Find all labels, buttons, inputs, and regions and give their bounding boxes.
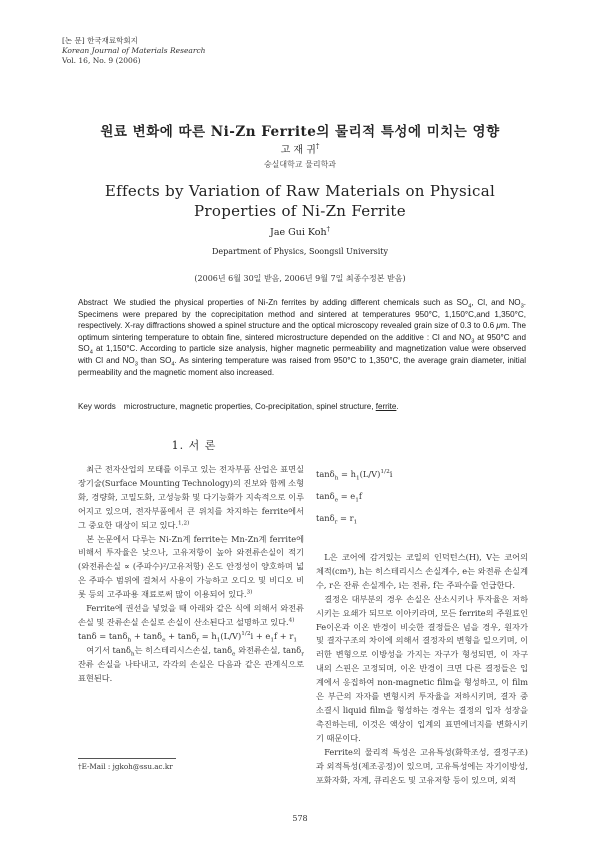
keywords: Key words microstructure, magnetic properties, Co-precipitation, spinel structure, ferrite. [78, 402, 399, 411]
english-title-line1: Effects by Variation of Raw Materials on Physical [104, 182, 496, 200]
journal-header-line3: Vol. 16, No. 9 (2006) [62, 56, 141, 65]
equation-eddy: $\tan\delta_e = e_1f$ [316, 491, 362, 504]
paragraph: L은 코어에 감겨있는 코일의 인덕턴스(H), V는 코어의 체적(cm³), h는 히스테리시스 손실계수, e는 와전류 손실계수, r은 잔류 손실계수, i는 전류, f는 주파수를 언급한다. [316, 552, 528, 590]
paragraph: Ferrite에 권선을 넣었을 때 아래와 같은 식에 의해서 와전류손실 및 잔류손실 손실로 손실이 산소된다고 설명하고 있다.$^{4)}$ [78, 603, 304, 627]
left-column [78, 463, 304, 686]
abstract: Abstract We studied the physical properties of Ni-Zn ferrites by adding different chemicals such as $SO_4$, Cl, and $NO_3$. Specimens were prepared by the coprecipitation method and sintered at temperatures 950°C, 1,150°C,and 1,350°C, respectively. X-ray diffractions showed a spinel structure and the optical microscopy revealed grain size of 0.3 to 0.6 μm. The optimum sintering temperature to obtain fine, sintered microstructure depended on the additive : Cl and $NO_3$ at 950°C and $SO_4$ at 1,150°C. According to particle size analysis, higher magnetic permeability and magnetization value were observed with Cl and $NO_3$ than $SO_4$. As sintering temperature was raised from 950°C to 1,350°C, the average grain diameter, initial permeability and the magnetic moment also increased. [78, 298, 526, 377]
abstract-label: Abstract [78, 298, 108, 307]
section-heading-introduction: 1. 서 론 [171, 439, 217, 452]
journal-header-line1: [논 문] 한국재료학회지 [62, 36, 138, 45]
footnote-divider [78, 758, 176, 759]
paragraph: 결정은 대부분의 경우 손실은 산소시키나 투자율은 저하시키는 요쇄가 되므로 이아키라며, 모든 ferrite의 주원료인 Fe이온과 이온 반경이 비슷한 결정들은 넘을 경우, 원자가 및 결자구조의 차이에 의해서 결정자의 변형을 일으키며, 이러한 변형으로 이방성을 가지는 자구가 형성되면, 이 자구 내의 스핀은 고정되며, 이온 반경이 크면 다른 결정들은 입계에서 응집하여 non-magnetic film을 형성하고, 이 film은 부근의 자자를 변형시켜 투자율을 저하시키며, 결자 중 소결시 liquid film을 형성하는 경우는 결정의 입자 성장을 촉진하는데, 이것은 액상이 입계의 표면에너지를 변화시키기 때문이다. [316, 593, 528, 743]
footnote-email: †E-Mail : jgkoh@ssu.ac.kr [78, 762, 173, 771]
korean-author: 고 재 귀† [280, 142, 320, 156]
equation-hysteresis: $\tan\delta_h = h_1(L/V)^{1/2}i$ [316, 469, 393, 482]
page-number: 578 [292, 814, 308, 823]
right-column [316, 463, 528, 787]
paragraph: 최근 전자산업의 모태를 이루고 있는 전자부품 산업은 표면실장기술(Surface Mounting Technology)의 진보와 함께 소형화, 경량화, 고밀도화, 고성능화 및 다기능화가 지속적으로 이루어지고 있으며, 전자부품에서 큰 위치를 차지하는 ferrite에서 그 중요한 대상이 되고 있다.$^{1,2)}$ [78, 464, 304, 530]
journal-header [62, 36, 205, 66]
english-title [0, 181, 600, 221]
english-affiliation: Department of Physics, Soongsil University [211, 247, 389, 256]
equation-residual: $\tan\delta_r = r_1$ [316, 513, 358, 526]
english-title-line2: Properties of Ni-Zn Ferrite [194, 202, 406, 220]
journal-header-line2: Korean Journal of Materials Research [62, 46, 206, 55]
received-dates: (2006년 6월 30일 받음, 2006년 9월 7일 최종수정본 받음) [194, 274, 406, 283]
equation-total-loss: $\tan\delta = \tan\delta_h + \tan\delta_e + \tan\delta_r = h_1(L/V)^{1/2}i + e_1f + r_1$ [78, 630, 298, 644]
paragraph: Ferrite의 물리적 특성은 고유특성(화학조성, 결정구조)과 외적특성(제조공정)이 있으며, 고유특성에는 자기이방성, 포화자화, 자계, 큐리온도 및 고유저항 등이 있으며, 외적 [316, 746, 528, 785]
paragraph: 여기서 tanδ$_h$는 히스테리시스손실, tanδ$_e$ 와전류손실, tanδ$_r$ 잔류 손실을 나타내고, 각각의 손실은 다음과 같은 관계식으로 표현된다. [78, 644, 304, 683]
paragraph: 본 논문에서 다루는 Ni-Zn계 ferrite는 Mn-Zn계 ferrite에 비해서 투자율은 낮으나, 고유저항이 높아 와전류손실이 적기(와전류손실 ∝ (주파수)²/고유저항) 온도 안정성이 양호하며 넓은 주파수 범위에 걸쳐서 사용이 가능하고 오디오 및 비디오 비롯 등의 고주파용 재료로써 많이 이용되어 있다.$^{3)}$ [78, 533, 304, 600]
english-author: Jae Gui Koh† [270, 224, 330, 238]
keywords-label: Key words [78, 402, 116, 411]
korean-affiliation: 숭실대학교 물리학과 [263, 160, 337, 169]
korean-title: 원료 변화에 따른 Ni-Zn Ferrite의 물리적 특성에 미치는 영향 [100, 124, 500, 140]
